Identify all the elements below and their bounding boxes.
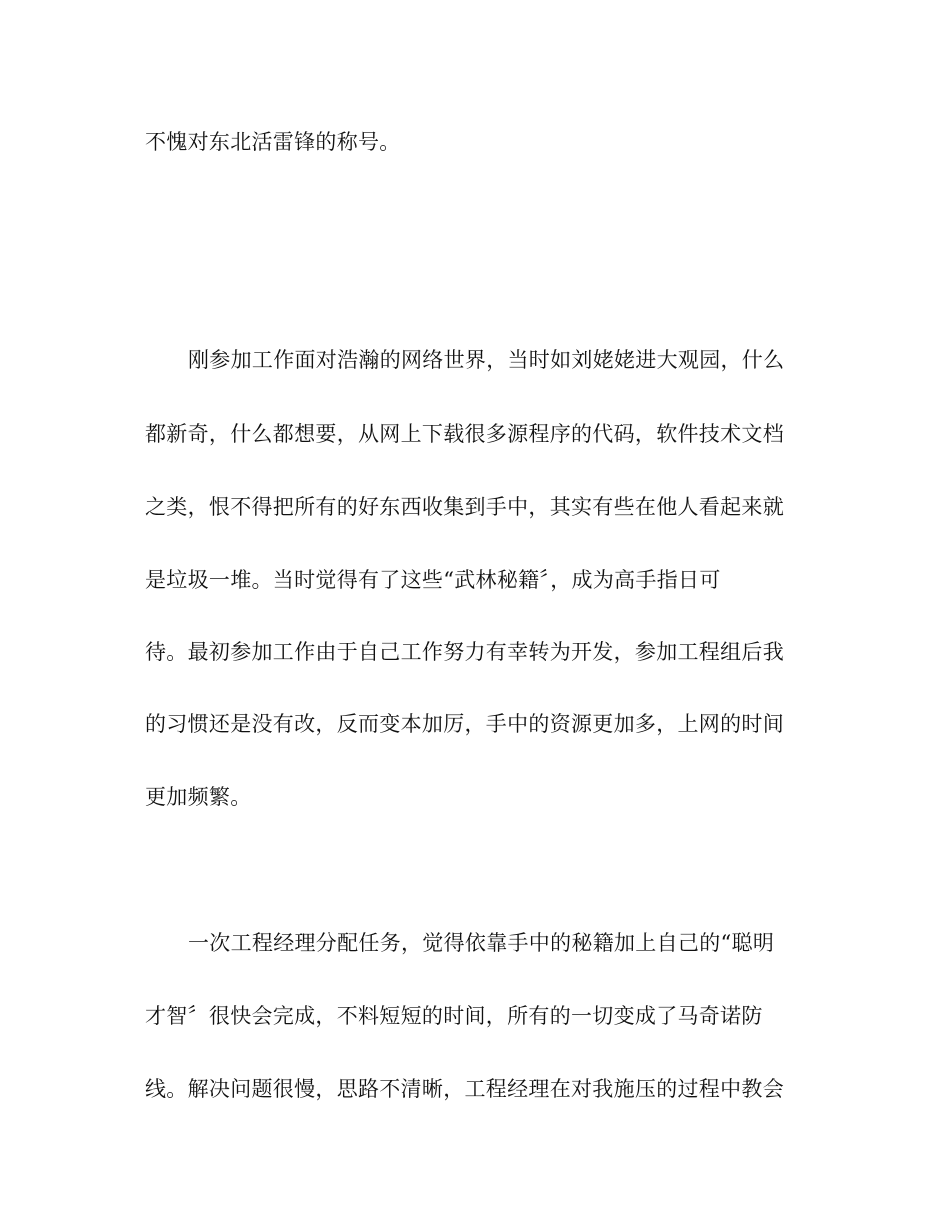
paragraph-2-line-6: 的习惯还是没有改，反而变本加厉，手中的资源更加多，上网的时间 (145, 712, 784, 736)
paragraph-2-line-2: 都新奇，什么都想要，从网上下载很多源程序的代码，软件技术文档 (145, 422, 784, 446)
paragraph-2-line-7: 更加频繁。 (145, 785, 252, 809)
paragraph-3-line-1: 一次工程经理分配任务，觉得依靠手中的秘籍加上自己的“聪明 (188, 931, 775, 955)
paragraph-3-line-2: 才智〞很快会完成，不料短短的时间，所有的一切变成了马奇诺防 (145, 1004, 763, 1028)
paragraph-2-line-5: 待。最初参加工作由于自己工作努力有幸转为开发，参加工程组后我 (145, 640, 784, 664)
paragraph-2-line-4: 是垃圾一堆。当时觉得有了这些“武林秘籍〞，成为高手指日可 (145, 568, 721, 592)
paragraph-2-line-1: 刚参加工作面对浩瀚的网络世界，当时如刘姥姥进大观园，什么 (188, 348, 785, 372)
paragraph-1-line-1: 不愧对东北活雷锋的称号。 (145, 130, 401, 154)
paragraph-2-line-3: 之类，恨不得把所有的好东西收集到手中，其实有些在他人看起来就 (145, 495, 784, 519)
paragraph-3-line-3: 线。解决问题很慢，思路不清晰，工程经理在对我施压的过程中教会 (145, 1077, 784, 1101)
